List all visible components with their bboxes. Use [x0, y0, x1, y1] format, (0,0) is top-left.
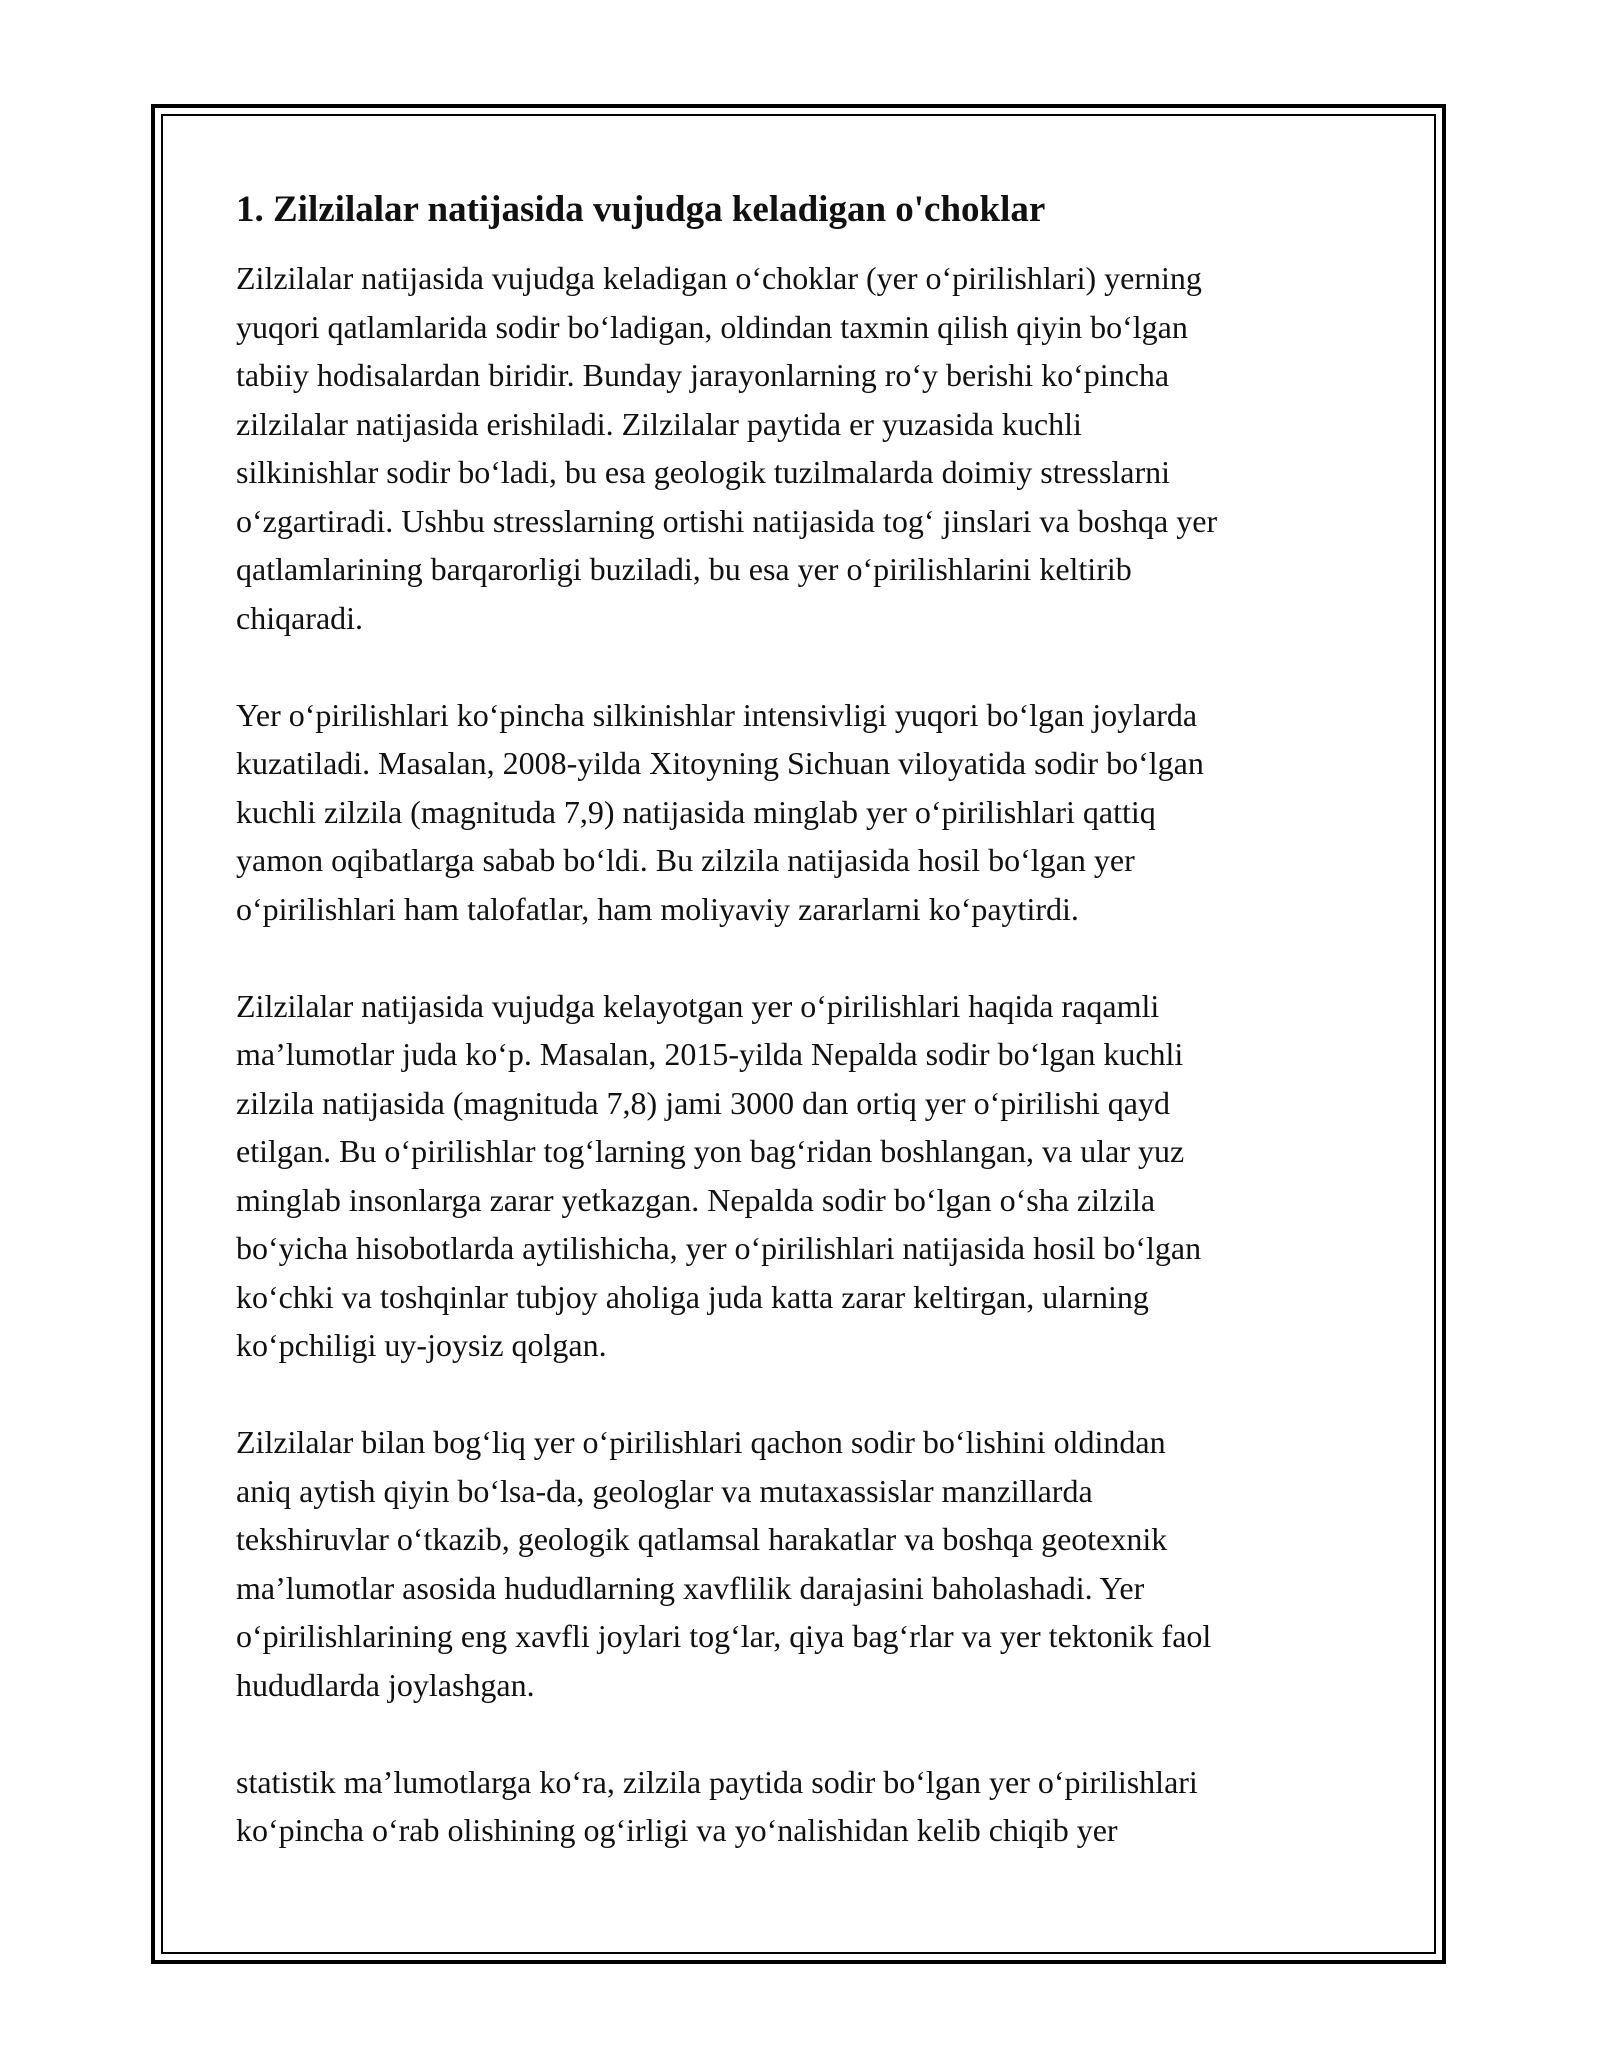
text-line: etilgan. Bu o‘pirilishlar tog‘larning yon bag‘ridan boshlangan, va ular yuz: [236, 1133, 1185, 1169]
section-heading: 1. Zilzilalar natijasida vujudga keladigan o'choklar: [236, 189, 1046, 230]
text-line: zilzilalar natijasida erishiladi. Zilzilalar paytida er yuzasida kuchli: [236, 405, 1082, 442]
text-line: minglab insonlarga zarar yetkazgan. Nepalda sodir bo‘lgan o‘sha zilzila: [236, 1181, 1156, 1218]
document-body: [236, 186, 1376, 1903]
paragraph-2: [236, 691, 1376, 934]
text-line: hududlarda joylashgan.: [236, 1666, 535, 1703]
text-line: tabiiy hodisalardan biridir. Bunday jarayonlarning ro‘y berishi ko‘pincha: [236, 357, 1170, 393]
text-line: Zilzilalar natijasida vujudga keladigan o‘choklar (yer o‘pirilishlari) yerning: [236, 260, 1202, 296]
text-line: Yer o‘pirilishlari ko‘pincha silkinishlar intensivligi yuqori bo‘lgan joylarda: [236, 696, 1198, 733]
text-line: ko‘pincha o‘rab olishining og‘irligi va yo‘nalishidan kelib chiqib yer: [236, 1812, 1118, 1848]
text-line: ma’lumotlar juda ko‘p. Masalan, 2015-yilda Nepalda sodir bo‘lgan kuchli: [236, 1036, 1184, 1072]
paragraph-4: [236, 1418, 1376, 1709]
text-line: Zilzilalar bilan bog‘liq yer o‘pirilishlari qachon sodir bo‘lishini oldindan: [236, 1424, 1166, 1460]
text-line: kuzatiladi. Masalan, 2008-yilda Xitoyning Sichuan viloyatida sodir bo‘lgan: [236, 745, 1204, 781]
text-line: qatlamlarining barqarorligi buziladi, bu esa yer o‘pirilishlarini keltirib: [236, 551, 1132, 587]
text-line: statistik ma’lumotlarga ko‘ra, zilzila paytida sodir bo‘lgan yer o‘pirilishlari: [236, 1763, 1198, 1800]
text-line: o‘pirilishlarining eng xavfli joylari tog‘lar, qiya bag‘rlar va yer tektonik faol: [236, 1618, 1212, 1654]
text-line: zilzila natijasida (magnituda 7,8) jami 3000 dan ortiq yer o‘pirilishi qayd: [236, 1084, 1170, 1121]
text-line: chiqaradi.: [236, 599, 364, 636]
text-line: ma’lumotlar asosida hududlarning xavflilik darajasini baholashadi. Yer: [236, 1569, 1145, 1606]
paragraph-1: [236, 254, 1376, 642]
text-line: silkinishlar sodir bo‘ladi, bu esa geologik tuzilmalarda doimiy stresslarni: [236, 454, 1171, 490]
text-line: tekshiruvlar o‘tkazib, geologik qatlamsal harakatlar va boshqa geotexnik: [236, 1521, 1168, 1557]
text-line: aniq aytish qiyin bo‘lsa-da, geologlar va mutaxassislar manzillarda: [236, 1472, 1093, 1509]
text-line: kuchli zilzila (magnituda 7,9) natijasida minglab yer o‘pirilishlari qattiq: [236, 793, 1156, 830]
text-line: bo‘yicha hisobotlarda aytilishicha, yer o‘pirilishlari natijasida hosil bo‘lgan: [236, 1230, 1202, 1266]
text-line: o‘zgartiradi. Ushbu stresslarning ortishi natijasida tog‘ jinslari va boshqa yer: [236, 502, 1218, 539]
text-line: o‘pirilishlari ham talofatlar, ham moliyaviy zararlarni ko‘paytirdi.: [236, 890, 1079, 927]
text-line: Zilzilalar natijasida vujudga kelayotgan yer o‘pirilishlari haqida raqamli: [236, 987, 1160, 1024]
text-line: ko‘pchiligi uy-joysiz qolgan.: [236, 1327, 607, 1363]
paragraph-5: [236, 1758, 1376, 1855]
text-line: yamon oqibatlarga sabab bo‘ldi. Bu zilzila natijasida hosil bo‘lgan yer: [236, 842, 1135, 878]
text-line: yuqori qatlamlarida sodir bo‘ladigan, oldindan taxmin qilish qiyin bo‘lgan: [236, 308, 1188, 345]
text-line: ko‘chki va toshqinlar tubjoy aholiga juda katta zarar keltirgan, ularning: [236, 1278, 1149, 1315]
paragraph-3: [236, 982, 1376, 1370]
